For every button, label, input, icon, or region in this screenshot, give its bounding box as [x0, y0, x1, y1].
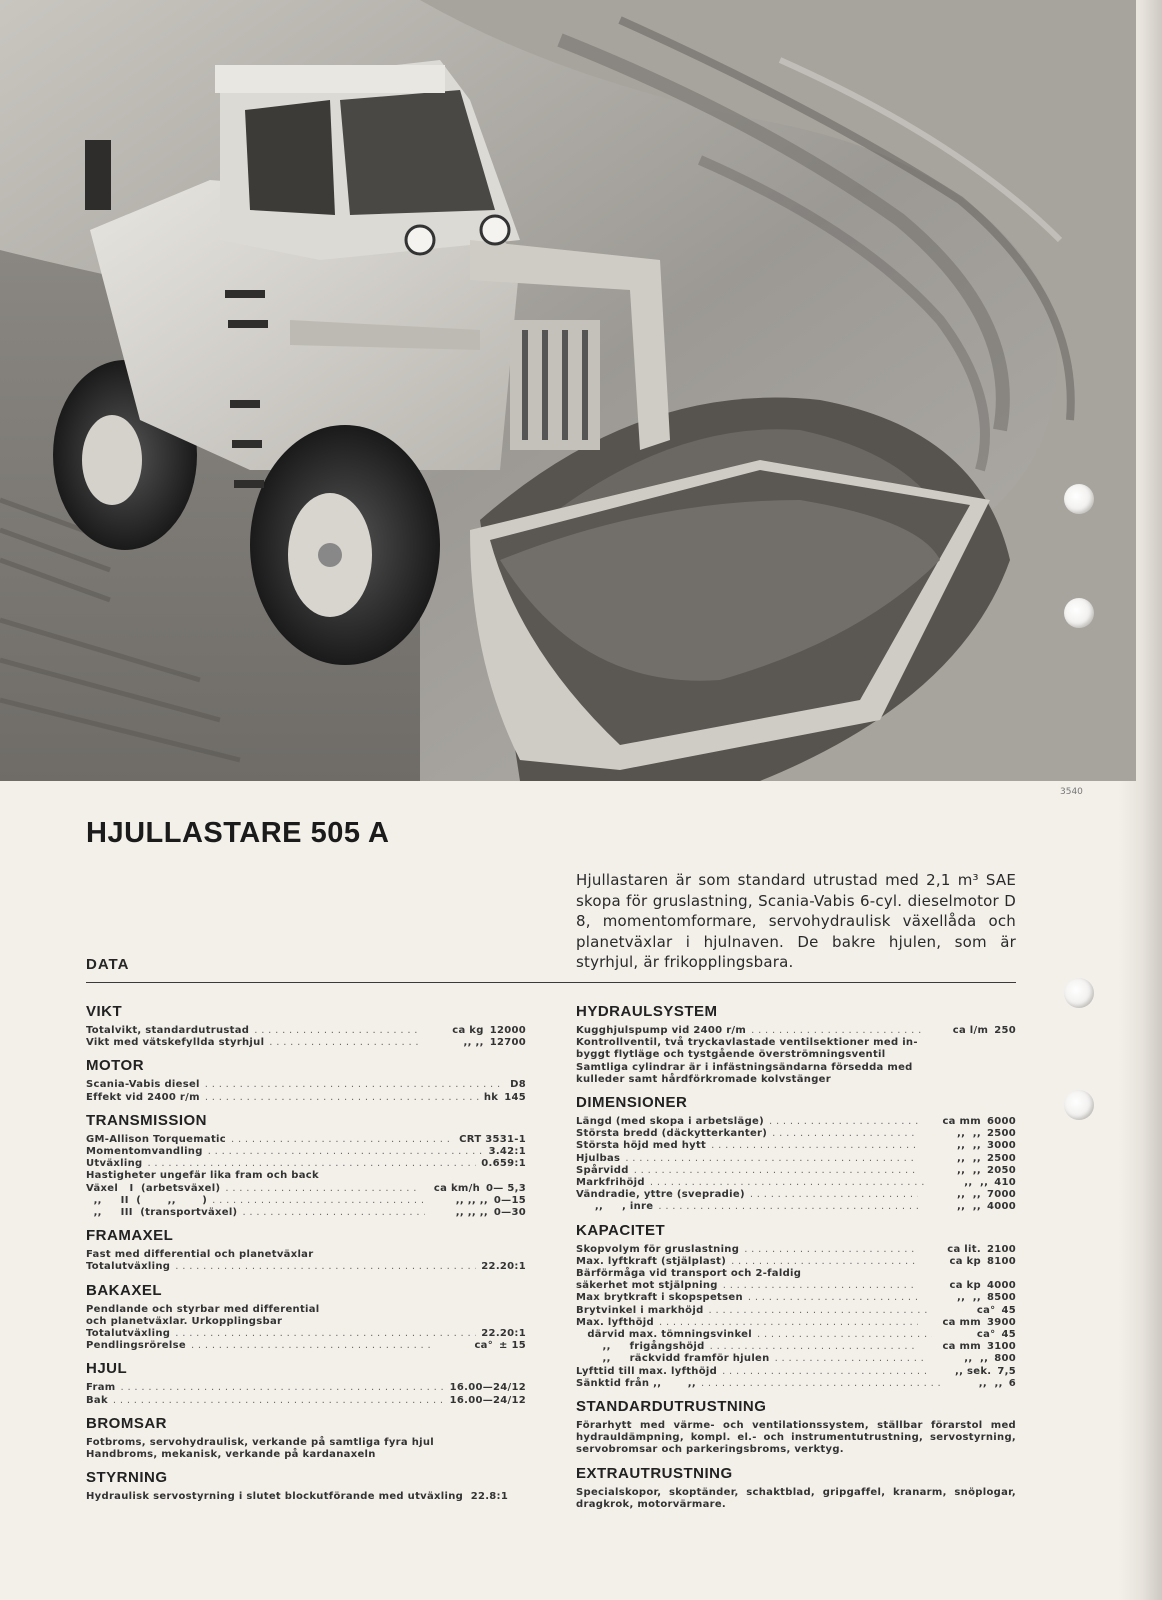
leader-dots [269, 1037, 420, 1049]
spec-value: 12700 [489, 1037, 526, 1049]
spec-unit: ,, ,, [964, 1177, 989, 1189]
leader-dots [625, 1153, 918, 1165]
spec-unit: ,, ,, [956, 1152, 981, 1164]
spec-label: Totalutväxling [86, 1261, 171, 1273]
spec-row [86, 1092, 526, 1104]
section-title: HJUL [86, 1360, 128, 1378]
spec-text: byggt flytläge och tystgående överströmningsventil [576, 1049, 886, 1061]
section-divider [86, 982, 1016, 983]
section-motor [86, 1056, 526, 1103]
spec-row [576, 1280, 1016, 1292]
spec-text: Hydraulisk servostyrning i slutet blockutförande med utväxling 22.8:1 [86, 1491, 509, 1503]
leader-dots [191, 1340, 430, 1352]
spec-unit: ca lit. [947, 1243, 981, 1255]
spec-value: 8100 [986, 1255, 1016, 1267]
spec-row [86, 1382, 526, 1394]
binder-hole [1064, 598, 1094, 628]
spec-unit: ,, ,, [964, 1353, 989, 1365]
spec-label: Sänktid från ,, ,, [576, 1377, 696, 1389]
spec-row [86, 1328, 526, 1340]
spec-row [576, 1366, 1016, 1378]
spec-label: ,, räckvidd framför hjulen [576, 1353, 770, 1365]
leader-dots [254, 1025, 420, 1037]
leader-dots [748, 1292, 918, 1304]
spec-label: Totalvikt, standardutrustad [86, 1025, 250, 1036]
spec-column-right [576, 1002, 1016, 1518]
spec-text: Fotbroms, servohydraulisk, verkande på samtliga fyra hjul [86, 1436, 435, 1448]
spec-value: 0—15 [493, 1194, 526, 1206]
leader-dots [744, 1244, 918, 1256]
spec-row [576, 1292, 1016, 1304]
spec-value: 2050 [986, 1164, 1016, 1176]
spec-value: 2500 [986, 1128, 1016, 1140]
spec-label: Scania-Vabis diesel [86, 1079, 200, 1091]
spec-row [86, 1195, 526, 1207]
spec-label: Momentomvandling [86, 1146, 203, 1158]
leader-dots [722, 1366, 928, 1378]
spec-column-left [86, 1002, 526, 1510]
spec-unit: ca kp [949, 1255, 981, 1267]
spec-text: Pendlande och styrbar med differential [86, 1303, 320, 1315]
leader-dots [175, 1328, 476, 1340]
spec-row [86, 1146, 526, 1158]
spec-value: 8500 [986, 1292, 1016, 1304]
spec-value: 4000 [986, 1201, 1016, 1213]
spec-label: Växel I (arbetsväxel) [86, 1182, 221, 1194]
spec-value: 7000 [986, 1189, 1016, 1201]
spec-row [576, 1256, 1016, 1268]
spec-value: 7,5 [997, 1365, 1016, 1377]
spec-value: 0— 5,3 [486, 1182, 526, 1194]
spec-unit: ca mm [942, 1116, 981, 1128]
spec-row [576, 1128, 1016, 1140]
spec-text: Fast med differential och planetväxlar [86, 1249, 314, 1261]
spec-label: ,, , inre [576, 1201, 654, 1213]
spec-label: Kugghjulspump vid 2400 r/m [576, 1025, 747, 1036]
leader-dots [711, 1140, 918, 1152]
leader-dots [750, 1189, 918, 1201]
spec-text: Bärförmåga vid transport och 2-faldig [576, 1268, 802, 1280]
spec-value: 6000 [986, 1116, 1016, 1128]
section-title: EXTRAUTRUSTNING [576, 1464, 733, 1482]
leader-dots [775, 1353, 926, 1365]
spec-row [576, 1116, 1016, 1128]
spec-value: 800 [994, 1353, 1016, 1365]
spec-value: 0—30 [493, 1207, 526, 1219]
leader-dots [751, 1025, 925, 1037]
leader-dots [175, 1261, 476, 1273]
spec-value: 2100 [986, 1243, 1016, 1255]
spec-label: ,, II ( ,, ) [86, 1194, 208, 1206]
spec-label: GM-Allison Torquematic [86, 1133, 227, 1145]
leader-dots [121, 1382, 445, 1394]
binder-hole [1064, 1090, 1094, 1120]
leader-dots [147, 1158, 476, 1170]
spec-unit: ,, ,, [956, 1164, 981, 1176]
leader-dots [723, 1280, 918, 1292]
section-standardutrustning [576, 1397, 1016, 1457]
spec-value: CRT 3531-1 [459, 1133, 526, 1145]
spec-row [86, 1158, 526, 1170]
leader-dots [205, 1079, 505, 1091]
spec-value: 16.00—24/12 [449, 1382, 526, 1394]
spec-label: Markfrihöjd [576, 1177, 645, 1189]
spec-unit: ,, ,, ,, [455, 1207, 488, 1219]
spec-unit: ca l/m [952, 1025, 989, 1036]
leader-dots [658, 1201, 918, 1213]
spec-text: Förarhytt med värme- och ventilationssystem, ställbar förarstol med hydrauldämpning, kompl. el.- och instrumentutrustning, servostyrning, servobromsar och parkeringsbroms, verktyg. [576, 1420, 1016, 1456]
spec-label: Max. lyftkraft (stjälplast) [576, 1255, 727, 1267]
spec-label: Vändradie, yttre (svepradie) [576, 1189, 745, 1201]
section-title: MOTOR [86, 1057, 145, 1075]
section-dimensioner [576, 1093, 1016, 1214]
spec-row [576, 1341, 1016, 1353]
spec-label: säkerhet mot stjälpning [576, 1280, 718, 1292]
spec-unit: ca km/h [433, 1182, 481, 1194]
leader-dots [757, 1329, 932, 1341]
spec-value: 3900 [986, 1316, 1016, 1328]
spec-label: Längd (med skopa i arbetsläge) [576, 1116, 764, 1128]
spec-text: Samtliga cylindrar är i infästningsändarna försedda med [576, 1061, 913, 1073]
spec-value: 22.20:1 [481, 1261, 526, 1273]
leader-dots [212, 1195, 425, 1207]
page-title: HJULLASTARE 505 A [86, 817, 390, 849]
spec-note: Hastigheter ungefär lika fram och back [86, 1170, 319, 1182]
spec-unit: hk [483, 1091, 499, 1103]
spec-value: 45 [1001, 1304, 1016, 1316]
spec-value: 12000 [489, 1025, 526, 1036]
spec-unit: ,, ,, [463, 1037, 484, 1049]
spec-row [576, 1329, 1016, 1341]
spec-value: 145 [504, 1091, 526, 1103]
spec-row [86, 1079, 526, 1091]
spec-label: Utväxling [86, 1158, 143, 1170]
leader-dots [772, 1128, 918, 1140]
spec-label: Vikt med vätskefyllda styrhjul [86, 1037, 265, 1049]
section-hjul [86, 1359, 526, 1406]
leader-dots [731, 1256, 918, 1268]
section-title: DIMENSIONER [576, 1094, 688, 1112]
spec-row [86, 1340, 526, 1352]
spec-value: 6 [1008, 1377, 1016, 1389]
spec-row [576, 1317, 1016, 1329]
loader-photo [0, 0, 1136, 781]
section-framaxel [86, 1226, 526, 1273]
leader-dots [225, 1183, 417, 1195]
spec-unit: ,, ,, [956, 1201, 981, 1213]
spec-label: ,, III (transportväxel) [86, 1207, 238, 1219]
leader-dots [208, 1146, 484, 1158]
section-title: FRAMAXEL [86, 1227, 174, 1245]
spec-value: 16.00—24/12 [449, 1394, 526, 1406]
leader-dots [650, 1177, 925, 1189]
section-title: TRANSMISSION [86, 1111, 208, 1129]
leader-dots [113, 1395, 445, 1407]
section-bromsar [86, 1414, 526, 1461]
spec-label: Max. lyfthöjd [576, 1316, 654, 1328]
spec-label: Hjulbas [576, 1152, 621, 1164]
spec-value: 410 [994, 1177, 1016, 1189]
spec-row [576, 1153, 1016, 1165]
spec-row [576, 1140, 1016, 1152]
spec-label: Lyfttid till max. lyfthöjd [576, 1365, 718, 1377]
section-hydraulsystem [576, 1002, 1016, 1086]
spec-unit: ca° [474, 1340, 494, 1352]
spec-row [86, 1207, 526, 1219]
section-title: BROMSAR [86, 1414, 167, 1432]
spec-label: Effekt vid 2400 r/m [86, 1091, 200, 1103]
spec-text: och planetväxlar. Urkopplingsbar [86, 1315, 283, 1327]
spec-text: kulleder samt hårdförkromade kolvstänger [576, 1073, 831, 1085]
spec-value: 2500 [986, 1152, 1016, 1164]
spec-value: D8 [510, 1079, 526, 1091]
spec-unit: ca mm [942, 1316, 981, 1328]
spec-value: 4000 [986, 1280, 1016, 1292]
leader-dots [701, 1378, 940, 1390]
spec-unit: ,, ,, [956, 1292, 981, 1304]
data-heading: DATA [86, 956, 130, 973]
spec-value: 0.659:1 [481, 1158, 526, 1170]
section-title: STANDARDUTRUSTNING [576, 1398, 767, 1416]
spec-unit: ca° [976, 1329, 996, 1341]
spec-row [86, 1025, 526, 1037]
spec-row [576, 1165, 1016, 1177]
spec-value: 45 [1001, 1329, 1016, 1341]
spec-row [86, 1134, 526, 1146]
binder-hole [1064, 978, 1094, 1008]
section-title: BAKAXEL [86, 1281, 163, 1299]
spec-unit: ,, sek. [955, 1365, 992, 1377]
section-title: STYRNING [86, 1469, 168, 1487]
spec-text: Kontrollventil, två tryckavlastade ventilsektioner med in- [576, 1037, 918, 1049]
spec-unit: ,, ,, [978, 1377, 1003, 1389]
section-title: VIKT [86, 1003, 123, 1020]
section-vikt [86, 1002, 526, 1049]
spec-label: Spårvidd [576, 1164, 629, 1176]
spec-unit: ,, ,, [956, 1189, 981, 1201]
spec-label: Största bredd (däckytterkanter) [576, 1128, 768, 1140]
spec-label: därvid max. tömningsvinkel [576, 1329, 752, 1341]
section-extrautrustning [576, 1464, 1016, 1511]
spec-row [86, 1037, 526, 1049]
leader-dots [709, 1305, 933, 1317]
spec-label: Brytvinkel i markhöjd [576, 1304, 704, 1316]
spec-label: Största höjd med hytt [576, 1140, 707, 1152]
leader-dots [634, 1165, 918, 1177]
section-bakaxel [86, 1281, 526, 1353]
spec-value: 3000 [986, 1140, 1016, 1152]
leader-dots [659, 1317, 918, 1329]
spec-value: ± 15 [499, 1340, 526, 1352]
section-styrning [86, 1468, 526, 1503]
spec-row [576, 1378, 1016, 1390]
section-title: KAPACITET [576, 1221, 666, 1239]
spec-value: 3.42:1 [488, 1146, 526, 1158]
spec-text: Handbroms, mekanisk, verkande på kardanaxeln [86, 1449, 376, 1461]
spec-value: 3100 [986, 1341, 1016, 1353]
spec-unit: ,, ,, ,, [455, 1194, 488, 1206]
leader-dots [242, 1207, 424, 1219]
leader-dots [205, 1092, 479, 1104]
spec-unit: ,, ,, [956, 1140, 981, 1152]
spec-row [86, 1395, 526, 1407]
section-title: HYDRAULSYSTEM [576, 1003, 718, 1020]
spec-unit: ,, ,, [956, 1128, 981, 1140]
leader-dots [769, 1116, 918, 1128]
spec-text: Specialskopor, skoptänder, schaktblad, gripgaffel, kranarm, snöplogar, dragkrok, motorvärmare. [576, 1486, 1016, 1510]
spec-row [576, 1025, 1016, 1037]
leader-dots [710, 1341, 918, 1353]
intro-paragraph: Hjullastaren är som standard utrustad med 2,1 m³ SAE skopa för gruslastning, Scania-Vabis 6-cyl. dieselmotor D 8, momentomformare, servohydraulisk växellåda och planetväxlar i hjulnaven. De bakre hjulen, som är styrhjul, är frikopplingsbara. [576, 871, 1016, 971]
spec-row [86, 1183, 526, 1195]
spec-label: Bak [86, 1394, 108, 1406]
spec-unit: ca kp [949, 1280, 981, 1292]
spec-row [576, 1353, 1016, 1365]
spec-label: Fram [86, 1382, 116, 1394]
spec-unit: ca° [976, 1304, 996, 1316]
spec-label: Skopvolym för gruslastning [576, 1243, 740, 1255]
spec-label: Pendlingsrörelse [86, 1340, 186, 1352]
spec-label: Totalutväxling [86, 1328, 171, 1340]
section-kapacitet [576, 1221, 1016, 1390]
spec-unit: ca kg [452, 1025, 484, 1036]
spec-value: 22.20:1 [481, 1328, 526, 1340]
spec-row [86, 1261, 526, 1273]
spec-row [576, 1305, 1016, 1317]
binder-hole [1064, 484, 1094, 514]
spec-label: Max brytkraft i skopspetsen [576, 1292, 743, 1304]
spec-label: ,, frigångshöjd [576, 1341, 705, 1353]
document-reference-number: 3540 [1060, 787, 1083, 797]
spec-row [576, 1189, 1016, 1201]
spec-row [576, 1177, 1016, 1189]
spec-row [576, 1201, 1016, 1213]
spec-value: 250 [994, 1025, 1016, 1036]
leader-dots [231, 1134, 454, 1146]
section-transmission [86, 1111, 526, 1219]
spec-row [576, 1244, 1016, 1256]
spec-unit: ca mm [942, 1341, 981, 1353]
